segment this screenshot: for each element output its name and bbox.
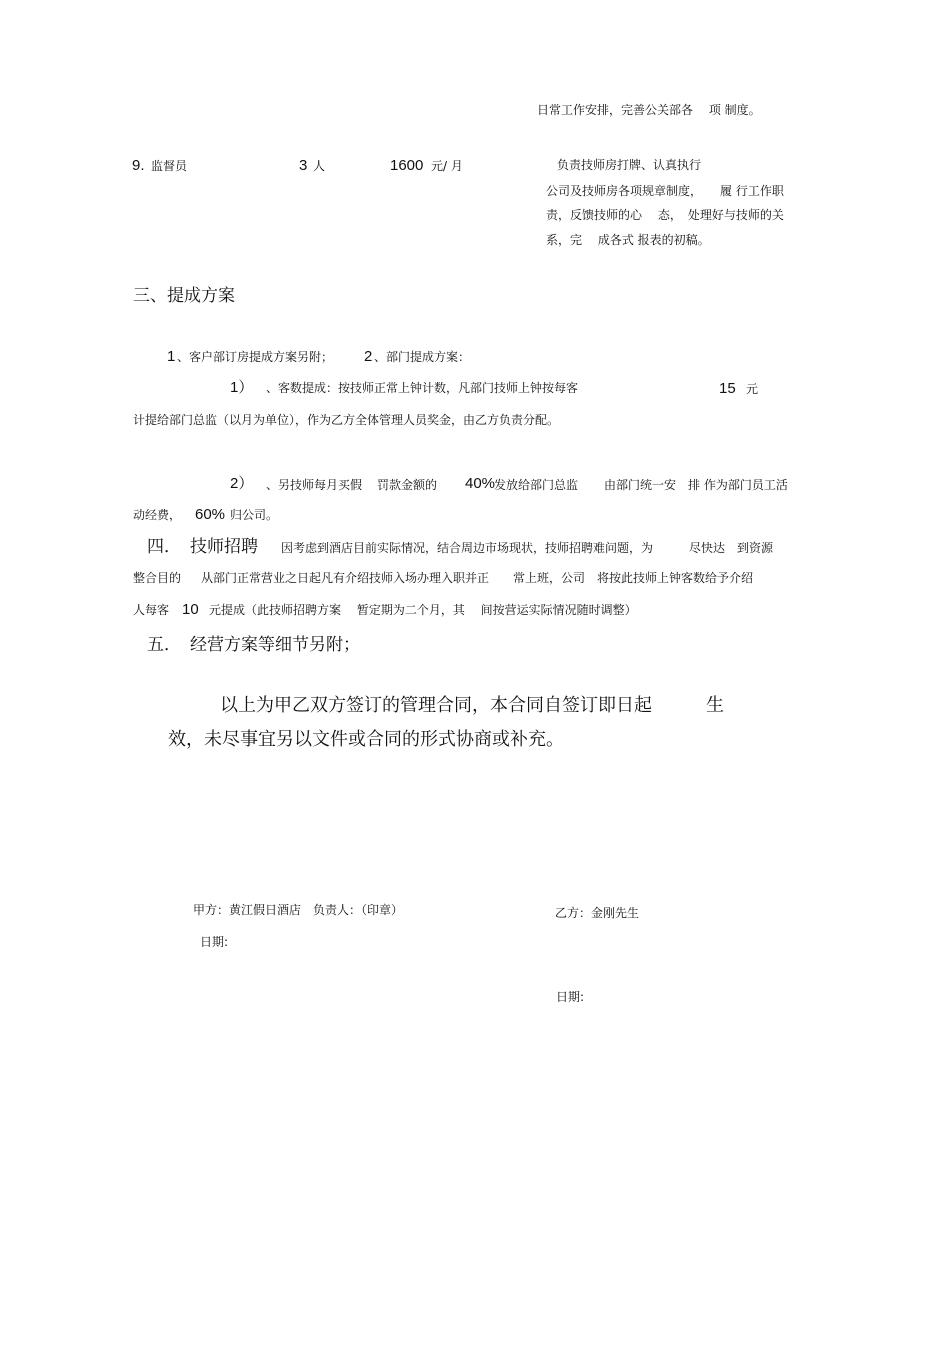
s3-item2-pct2: 60% xyxy=(195,506,226,523)
row9-salary-num: 1600 xyxy=(390,157,424,174)
party-b: 乙方：金刚先生 xyxy=(555,906,640,920)
row9-duty-line-3: 责，反馈技师的心 态， 处理好与技师的关 xyxy=(546,208,784,222)
s3-item2-text-c: 发放给部门总监 xyxy=(494,478,579,492)
row9-duty-line-1: 负责技师房打牌、认真执行 xyxy=(557,158,702,172)
s3-item1-num: 1） xyxy=(230,379,254,396)
s3-item2-num: 2） xyxy=(230,475,254,492)
section3-heading: 三、提成方案 xyxy=(133,286,235,306)
section5-heading: 五． xyxy=(147,635,181,655)
s3-line1-text-b: 、部门提成方案： xyxy=(374,350,471,364)
section4-line3-num: 10 xyxy=(182,601,199,618)
s3-item2-pct: 40% xyxy=(465,475,496,492)
s3-item1-unit: 元 xyxy=(746,382,759,396)
row9-salary-unit: 元/ 月 xyxy=(431,159,463,173)
s3-line1-num-b: 2 xyxy=(364,348,373,365)
section4-heading: 四． xyxy=(147,537,181,557)
section4-line3-a: 人每客 xyxy=(133,603,170,617)
s3-item2-text-d: 由部门统一安 排 作为部门员工活 xyxy=(604,478,788,492)
row9-duty-line-2: 公司及技师房各项规章制度， 履 行工作职 xyxy=(546,184,784,198)
s3-item1-text: 、客数提成：按技师正常上钟计数，凡部门技师上钟按每客 xyxy=(266,381,579,395)
section4-line1: 因考虑到酒店目前实际情况，结合周边市场现状，技师招聘难问题，为 尽快达 到资源 xyxy=(281,541,774,555)
s3-line1-text-a: 、客户部订房提成方案另附； xyxy=(177,350,334,364)
s3-item1-cont: 计提给部门总监（以月为单位），作为乙方全体管理人员奖金，由乙方负责分配。 xyxy=(133,413,560,427)
top-line: 日常工作安排，完善公关部各 项 制度。 xyxy=(537,103,761,117)
closing-line-2: 效，未尽事宜另以文件或合同的形式协商或补充。 xyxy=(168,729,564,750)
row9-role: 监督员 xyxy=(151,159,188,173)
s3-item2-cont-b: 归公司。 xyxy=(230,508,279,522)
row9-duty-line-4: 系，完 成各式 报表的初稿。 xyxy=(546,233,710,247)
row9-count-num: 3 xyxy=(299,157,308,174)
row9-index: 9. xyxy=(132,157,145,174)
closing-line-1: 以上为甲乙双方签订的管理合同，本合同自签订即日起 生 xyxy=(220,695,724,716)
section4-line2-a: 整合目的 xyxy=(133,571,182,585)
s3-line1-num-a: 1 xyxy=(167,348,176,365)
row9-count-unit: 人 xyxy=(313,159,326,173)
party-a-date: 日期: xyxy=(200,935,229,949)
party-a: 甲方：黄江假日酒店 负责人：（印章） xyxy=(193,903,404,917)
section4-line3-b: 元提成（此技师招聘方案 暂定期为二个月，其 间按营运实际情况随时调整） xyxy=(209,603,637,617)
s3-item1-amount: 15 xyxy=(719,380,736,397)
party-b-date: 日期: xyxy=(556,990,585,1004)
section4-line2-b: 从部门正常营业之日起凡有介绍技师入场办理入职并正 常上班，公司 将按此技师上钟客数给予介绍 xyxy=(201,571,754,585)
s3-item2-text-b: 罚款金额的 xyxy=(377,478,438,492)
s3-item2-cont-a: 动经费， xyxy=(133,508,182,522)
s3-item2-text-a: 、另技师每月买假 xyxy=(266,478,363,492)
section5-title: 经营方案等细节另附； xyxy=(190,635,360,655)
section4-title: 技师招聘 xyxy=(190,537,258,557)
